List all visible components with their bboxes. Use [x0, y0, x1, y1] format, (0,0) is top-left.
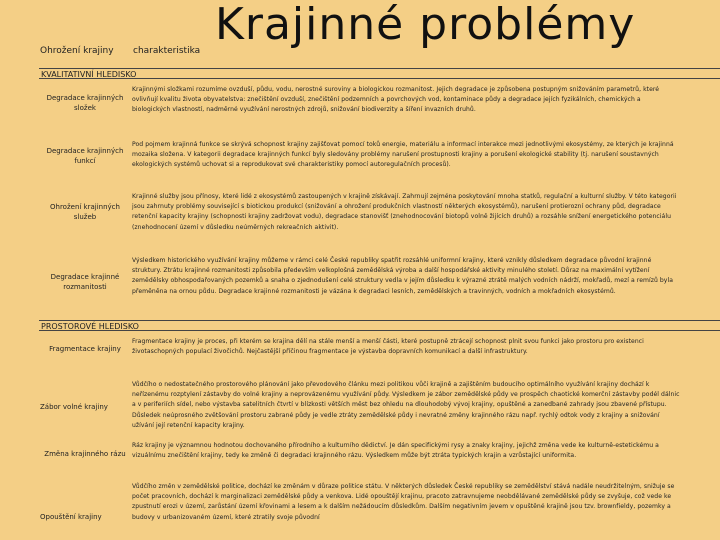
row-description: Ráz krajiny je významnou hodnotou dochovaného přírodního a kulturního dědictví. Je dán specifickými rysy a znaky krajiny, jejichž změna vede ke kulturně-estetickému a vizuálnímu znečištění krajiny, tedy ke změně či degradaci krajinného rázu. Výsledkem může být ztráta typických krajin a vzrůstající uniformita.	[132, 442, 659, 460]
characteristics-column-header: charakteristika	[133, 46, 201, 56]
row-label: Degradace krajinné rozmanitosti	[50, 273, 120, 291]
spatial-section-heading: PROSTOROVÉ HLEDISKO	[39, 320, 720, 331]
row-label: Degradace krajinných funkcí	[46, 147, 124, 165]
row-description: Fragmentace krajiny je proces, při kterém se krajina dělí na stále menší a menší části, které postupně ztrácejí schopnost plnit svou funkci jako prostoru pro existenci životaschopných populací živočichů. Nejčastější příčinou fragmentace je výstavba dopravních komunikací a další infrastruktury.	[132, 338, 644, 356]
page-title: Krajinné problémy	[215, 0, 636, 50]
row-description: Pod pojmem krajinná funkce se skrývá schopnost krajiny zajišťovat pomocí toků energie, materiálu a informací interakce mezi jednotlivými ekosystémy, ze kterých je krajinná mozaika složena. V kategorii degradace krajinných funkcí byly sledovány problémy narušení prostupnosti krajiny a porušení ekologické stability (tj. narušení soustavných ekologických systémů uchovat si a reprodukovat své charakteristiky pomocí autoregulačních procesů).	[132, 141, 674, 169]
row-label: Opouštění krajiny	[40, 513, 102, 521]
row-label: Fragmentace krajiny	[49, 345, 121, 353]
row-label: Ohrožení krajinných služeb	[50, 203, 120, 221]
row-description: Krajinnými složkami rozumíme ovzduší, půdu, vodu, nerostné suroviny a biologickou rozmanitost. Jejich degradace je způsobena postupným snižováním parametrů, které ovlivňují kvalitu života obyvatelstva: znečištění ovzduší, znečištění podzemních a povrchových vod, kontaminace půdy a degradace jejích fyzikálních, chemických a biologických vlastností, nadměrné využívání nerostných zdrojů, snižování biodiverzity a šíření invazních druhů.	[132, 86, 660, 114]
row-label: Degradace krajinných složek	[46, 94, 124, 112]
qualitative-section-heading: KVALITATIVNÍ HLEDISKO	[39, 68, 720, 79]
row-description: Vůdčího změn v zemědělské politice, dochází ke změnám v důraze politice státu. V některých důsledek České republiky se zemědělství stává nadále neudržitelným, snižuje se počet pracovních, dochází k marginalizaci zemědělské půdy a venkova. Lidé opouštějí krajinu, pracoto zatravnujeme neobdělávané zemědělské půdy se zvyšuje, což vede ke zpustnutí erozi v území, zarůstání území křovinami a lesem a k dalším nežádoucím důsledkům. Dalším negativním jevem v opuštěné krajině jsou tzv. brownfieldy, pozemky a budovy v urbanizovaném území, které ztratily svoje původní	[132, 483, 675, 521]
row-label: Změna krajinného rázu	[44, 450, 126, 458]
row-description: Výsledkem historického využívání krajiny můžeme v rámci celé České republiky spatřit rozsáhlé uniformní krajiny, které vznikly důsledkem degradace původní krajinné struktury. Ztrátu krajinné rozmanitosti způsobila především velkoplošná zemědělská výroba a další hospodářské aktivity minulého století. Důraz na maximální vytížení zemědělsky obhospodařovaných pozemků a snaha o zjednodušení celé struktury vedla v jejím důsledku k výrazné ztrátě malých vodních nádrží, mokřadů, mezí a remízů byla přeměněna na ornou půdu. Degradace krajinné rozmanitosti je vázána k degradaci lesních, zemědělských a travinných, vodních a mokřadních ekosystémů.	[132, 257, 673, 295]
row-description: Vůdčího o nedostatečného prostorového plánování jako převodového článku mezi politikou vůči krajině a zajištěním budoucího optimálního využívání krajiny dochází k neřízenému rozptylení zástavby do volné krajiny a neprovázenému využívání půdy. Výsledkem je zábor zemědělské půdy ve prospěch chaotické komerční zástavby podél dálnic a v periferiích sídel, nebo výstavba satelitních čtvrtí v blízkosti větších měst bez ohledu na dlouhodobý vývoj krajiny, opuštěné a zanedbané zahrady jsou zbavené přístupu. Důsledek neúprosného zvětšování prostoru zabrané půdy je vedle ztráty zemědělské půdy i nevratné změny krajinného rázu např. rychlý odtok vody z krajiny a snižování užívání její retenční kapacity krajiny.	[132, 381, 680, 429]
row-label: Zábor volné krajiny	[40, 403, 108, 411]
row-description: Krajinné služby jsou přínosy, které lidé z ekosystémů zastoupených v krajině získávají. Zahrnují zejména poskytování mnoha statků, regulační a kulturní služby. V této kategorii jsou zahrnuty problémy související s biotickou produkcí (snižování a ohrožení produkčních vlastností některých ekosystémů), narušení protierozní ochrany půd, degradace retenční kapacity krajiny (schopnosti krajiny zadržovat vodu), degradace stanovišť (znehodnocování biotopů volně žijících druhů) a rozsáhle snížení energetického potenciálu (znehodnocení území v důsledku neúměrných rekreačních aktivit).	[132, 193, 677, 231]
threat-column-header: Ohrožení krajiny	[40, 46, 114, 56]
